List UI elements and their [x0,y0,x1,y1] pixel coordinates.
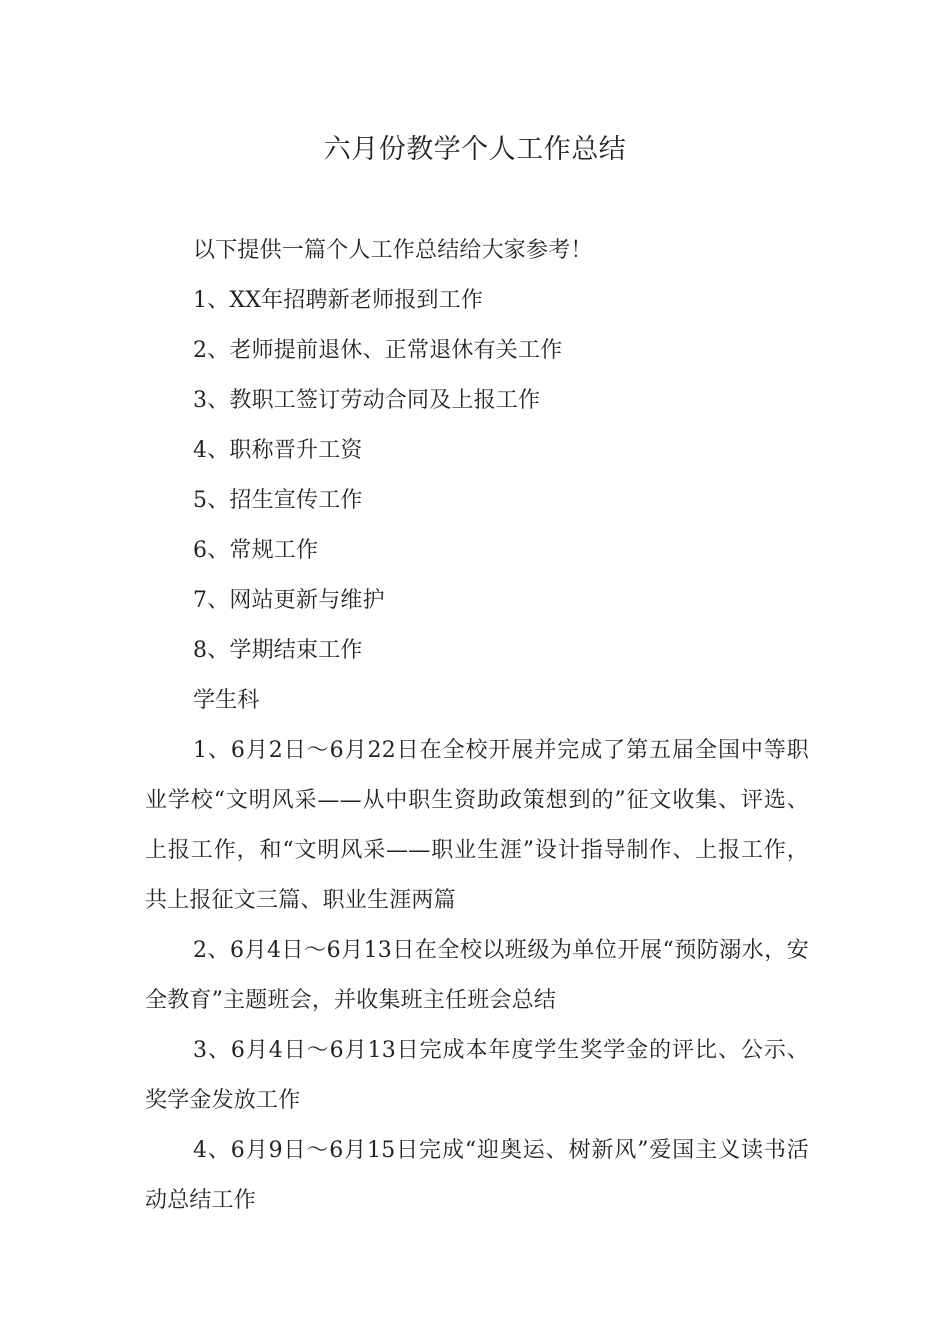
intro-line: 以下提供一篇个人工作总结给大家参考！ [193,238,593,263]
document-body [145,226,809,1226]
list-item: 1、XX年招聘新老师报到工作 [193,288,484,313]
list-item: 8、学期结束工作 [193,638,363,663]
list-item: 6、常规工作 [193,538,319,563]
document-title: 六月份教学个人工作总结 [323,134,627,165]
list-item: 5、招生宣传工作 [193,488,363,513]
paragraph: 2、6月4日～6月13日在全校以班级为单位开展“预防溺水，安全教育”主题班会，并收集班主任班会总结 [145,938,809,1013]
paragraph: 1、6月2日～6月22日在全校开展并完成了第五届全国中等职业学校“文明风采——从中职生资助政策想到的”征文收集、评选、上报工作，和“文明风采——职业生涯”设计指导制作、上报工作，共上报征文三篇、职业生涯两篇 [145,738,809,913]
list-item: 2、老师提前退休、正常退休有关工作 [193,338,563,363]
list-item: 4、职称晋升工资 [193,438,363,463]
paragraph: 4、6月9日～6月15日完成“迎奥运、树新风”爱国主义读书活动总结工作 [145,1138,809,1213]
section-heading: 学生科 [193,688,260,713]
list-item: 3、教职工签订劳动合同及上报工作 [193,388,541,413]
list-item: 7、网站更新与维护 [193,588,385,613]
paragraph: 3、6月4日～6月13日完成本年度学生奖学金的评比、公示、奖学金发放工作 [145,1038,809,1113]
